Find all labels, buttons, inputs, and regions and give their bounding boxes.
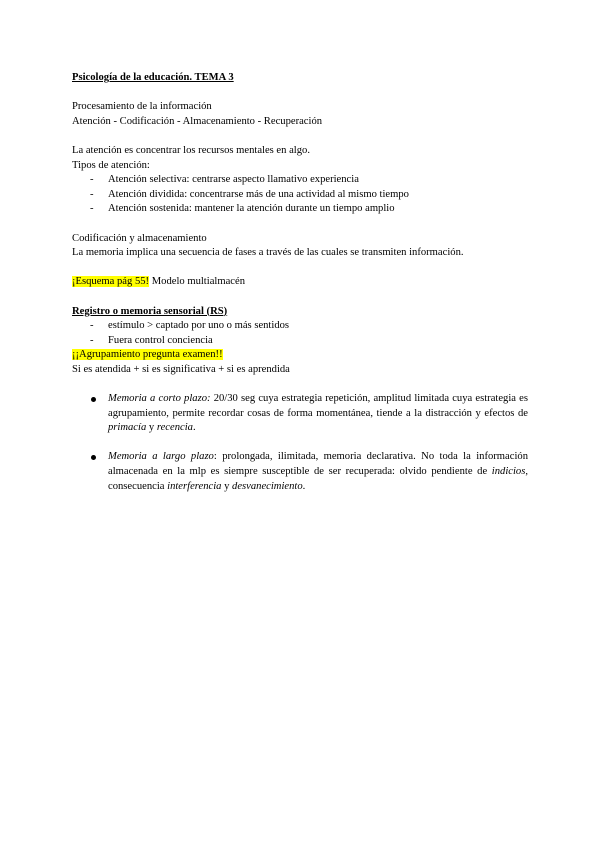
interference-term: interferencia xyxy=(167,480,222,492)
sensory-heading: Registro o memoria sensorial (RS) xyxy=(72,305,228,317)
joiner: y xyxy=(146,422,157,434)
exam-note-line xyxy=(72,348,528,363)
spacer xyxy=(72,86,528,101)
exam-note-highlight: ¡¡Agrupamiento pregunta examen!! xyxy=(72,349,223,361)
coding-heading: Codificación y almacenamiento xyxy=(72,232,207,244)
long-term-text: : prolongada, ilimitada, memoria declarativa. No toda la información almacenada en la mlp es siempre susceptible de ser recuperada: olvido pendiente de xyxy=(108,451,528,478)
cues-term: indicios xyxy=(491,466,526,478)
spacer xyxy=(72,129,528,144)
list-item: - estímulo > captado por uno o más sentidos xyxy=(72,319,528,334)
attention-types-label: Tipos de atención: xyxy=(72,159,150,171)
end-punct: . xyxy=(302,480,306,492)
memory-types-list xyxy=(72,392,528,494)
list-item: - Atención dividida: concentrarse más de una actividad al mismo tiempo xyxy=(72,188,528,203)
sensory-condition: Si es atendida + si es significativa + si es aprendida xyxy=(72,363,290,375)
list-item: - Atención selectiva: centrarse aspecto llamativo experiencia xyxy=(72,173,528,188)
primacy-term: primacía xyxy=(108,422,147,434)
decay-term: desvanecimiento xyxy=(232,480,303,492)
long-term-memory-item xyxy=(72,450,528,494)
coding-text: La memoria implica una secuencia de fases a través de las cuales se transmiten información. xyxy=(72,247,464,259)
attention-definition: La atención es concentrar los recursos mentales en algo. xyxy=(72,144,310,156)
document-page xyxy=(72,71,528,509)
short-term-label: Memoria a corto plazo: xyxy=(108,393,211,405)
section-subheading: Atención - Codificación - Almacenamiento - Recuperación xyxy=(72,115,323,127)
long-term-label: Memoria a largo plazo xyxy=(108,451,214,463)
spacer xyxy=(72,217,528,232)
scheme-note xyxy=(72,275,528,290)
recency-term: recencia xyxy=(156,422,193,434)
scheme-rest: Modelo multialmacén xyxy=(149,276,245,288)
list-item: - Fuera control conciencia xyxy=(72,334,528,349)
spacer xyxy=(72,290,528,305)
spacer xyxy=(72,261,528,276)
short-term-memory-item xyxy=(72,392,528,436)
mid-text: , consecuencia xyxy=(108,466,528,492)
short-term-text: 20/30 seg cuya estrategia repetición, amplitud limitada cuya estrategia es agrupamiento, permite recordar cosas de forma momentánea, tiende a la distracción y efectos de xyxy=(108,393,528,419)
scheme-highlight: ¡Esquema pág 55! xyxy=(72,276,150,288)
attention-types-list xyxy=(72,173,528,217)
section-heading: Procesamiento de la información xyxy=(72,101,212,113)
document-title: Psicología de la educación. TEMA 3 xyxy=(72,72,234,83)
spacer xyxy=(72,377,528,392)
list-item: - Atención sostenida: mantener la atención durante un tiempo amplio xyxy=(72,202,528,217)
joiner: y xyxy=(221,480,233,492)
end-punct: . xyxy=(192,422,196,434)
sensory-list xyxy=(72,319,528,348)
